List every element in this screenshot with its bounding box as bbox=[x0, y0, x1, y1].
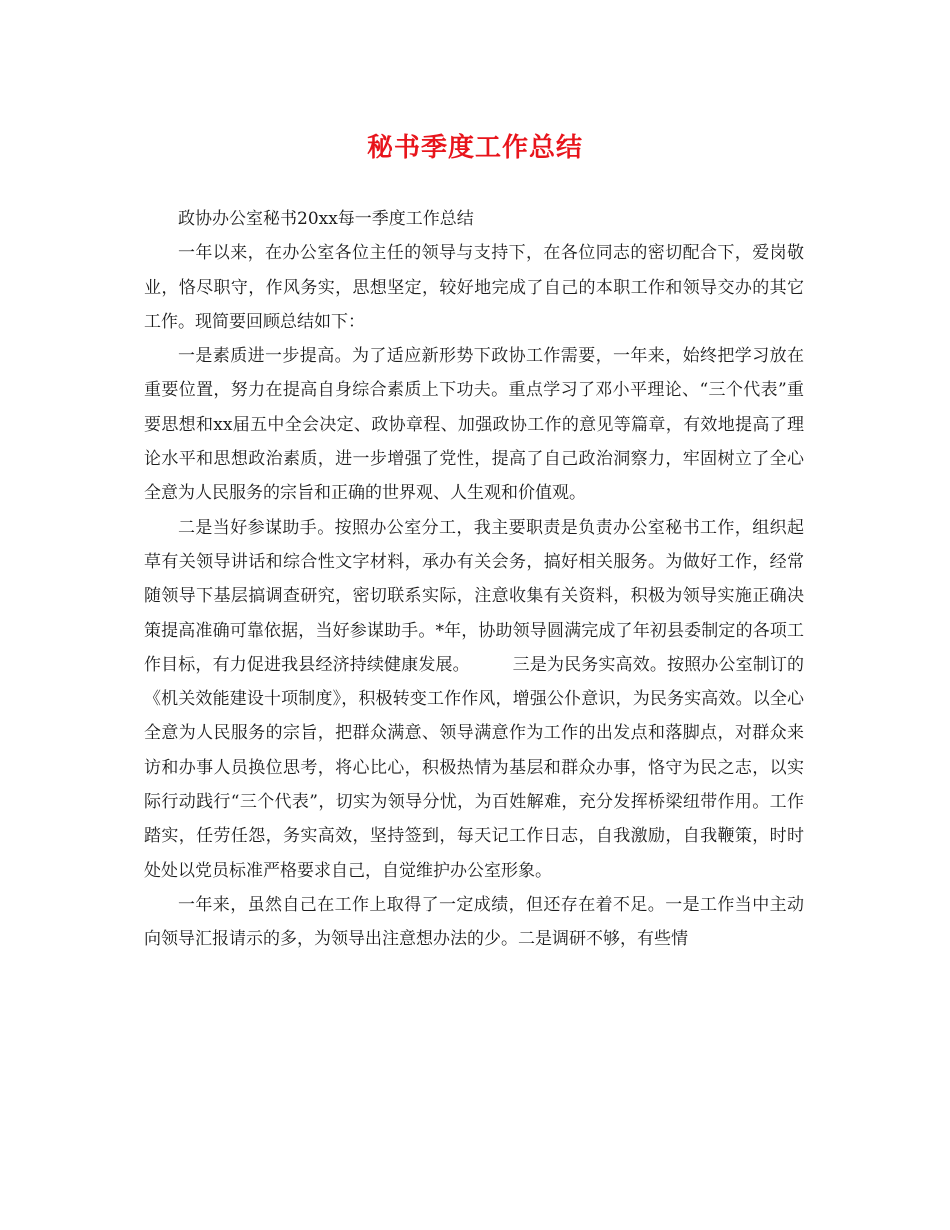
document-subtitle: 政协办公室秘书20xx每一季度工作总结 bbox=[178, 209, 474, 229]
paragraph-intro: 一年以来，在办公室各位主任的领导与支持下，在各位同志的密切配合下，爱岗敬业，恪尽职守，作风务实，思想坚定，较好地完成了自己的本职工作和领导交办的其它工作。现简要回顾总结如下： bbox=[144, 243, 804, 332]
document-body bbox=[144, 202, 804, 957]
paragraph-quality: 一是素质进一步提高。为了适应新形势下政协工作需要，一年来，始终把学习放在重要位置，努力在提高自身综合素质上下功夫。重点学习了邓小平理论、“三个代表”重要思想和xx届五中全会决定、政协章程、加强政协工作的意见等篇章，有效地提高了理论水平和思想政治素质，进一步增强了党性，提高了自己政治洞察力，牢固树立了全心全意为人民服务的宗旨和正确的世界观、人生观和价值观。 bbox=[144, 346, 804, 504]
paragraph-shortcomings: 一年来，虽然自己在工作上取得了一定成绩，但还存在着不足。一是工作当中主动向领导汇报请示的多，为领导出注意想办法的少。二是调研不够，有些情 bbox=[144, 894, 804, 950]
document-title: 秘书季度工作总结 bbox=[366, 133, 583, 163]
paragraph-advisor: 二是当好参谋助手。按照办公室分工，我主要职责是负责办公室秘书工作，组织起草有关领导讲话和综合性文字材料，承办有关会务，搞好相关服务。为做好工作，经常随领导下基层搞调查研究，密切联系实际，注意收集有关资料，积极为领导实施正确决策提高准确可靠依据，当好参谋助手。*年，协助领导圆满完成了年初县委制定的各项工作目标，有力促进我县经济持续健康发展。 三是为民务实高效。按照办公室制订的《机关效能建设十项制度》，积极转变工作作风，增强公仆意识，为民务实高效。以全心全意为人民服务的宗旨，把群众满意、领导满意作为工作的出发点和落脚点，对群众来访和办事人员换位思考，将心比心，积极热情为基层和群众办事，恪守为民之志，以实际行动践行“三个代表”，切实为领导分忧，为百姓解难，充分发挥桥梁纽带作用。工作踏实，任劳任怨，务实高效，坚持签到，每天记工作日志，自我激励，自我鞭策，时时处处以党员标准严格要求自己，自觉维护办公室形象。 bbox=[144, 517, 804, 881]
